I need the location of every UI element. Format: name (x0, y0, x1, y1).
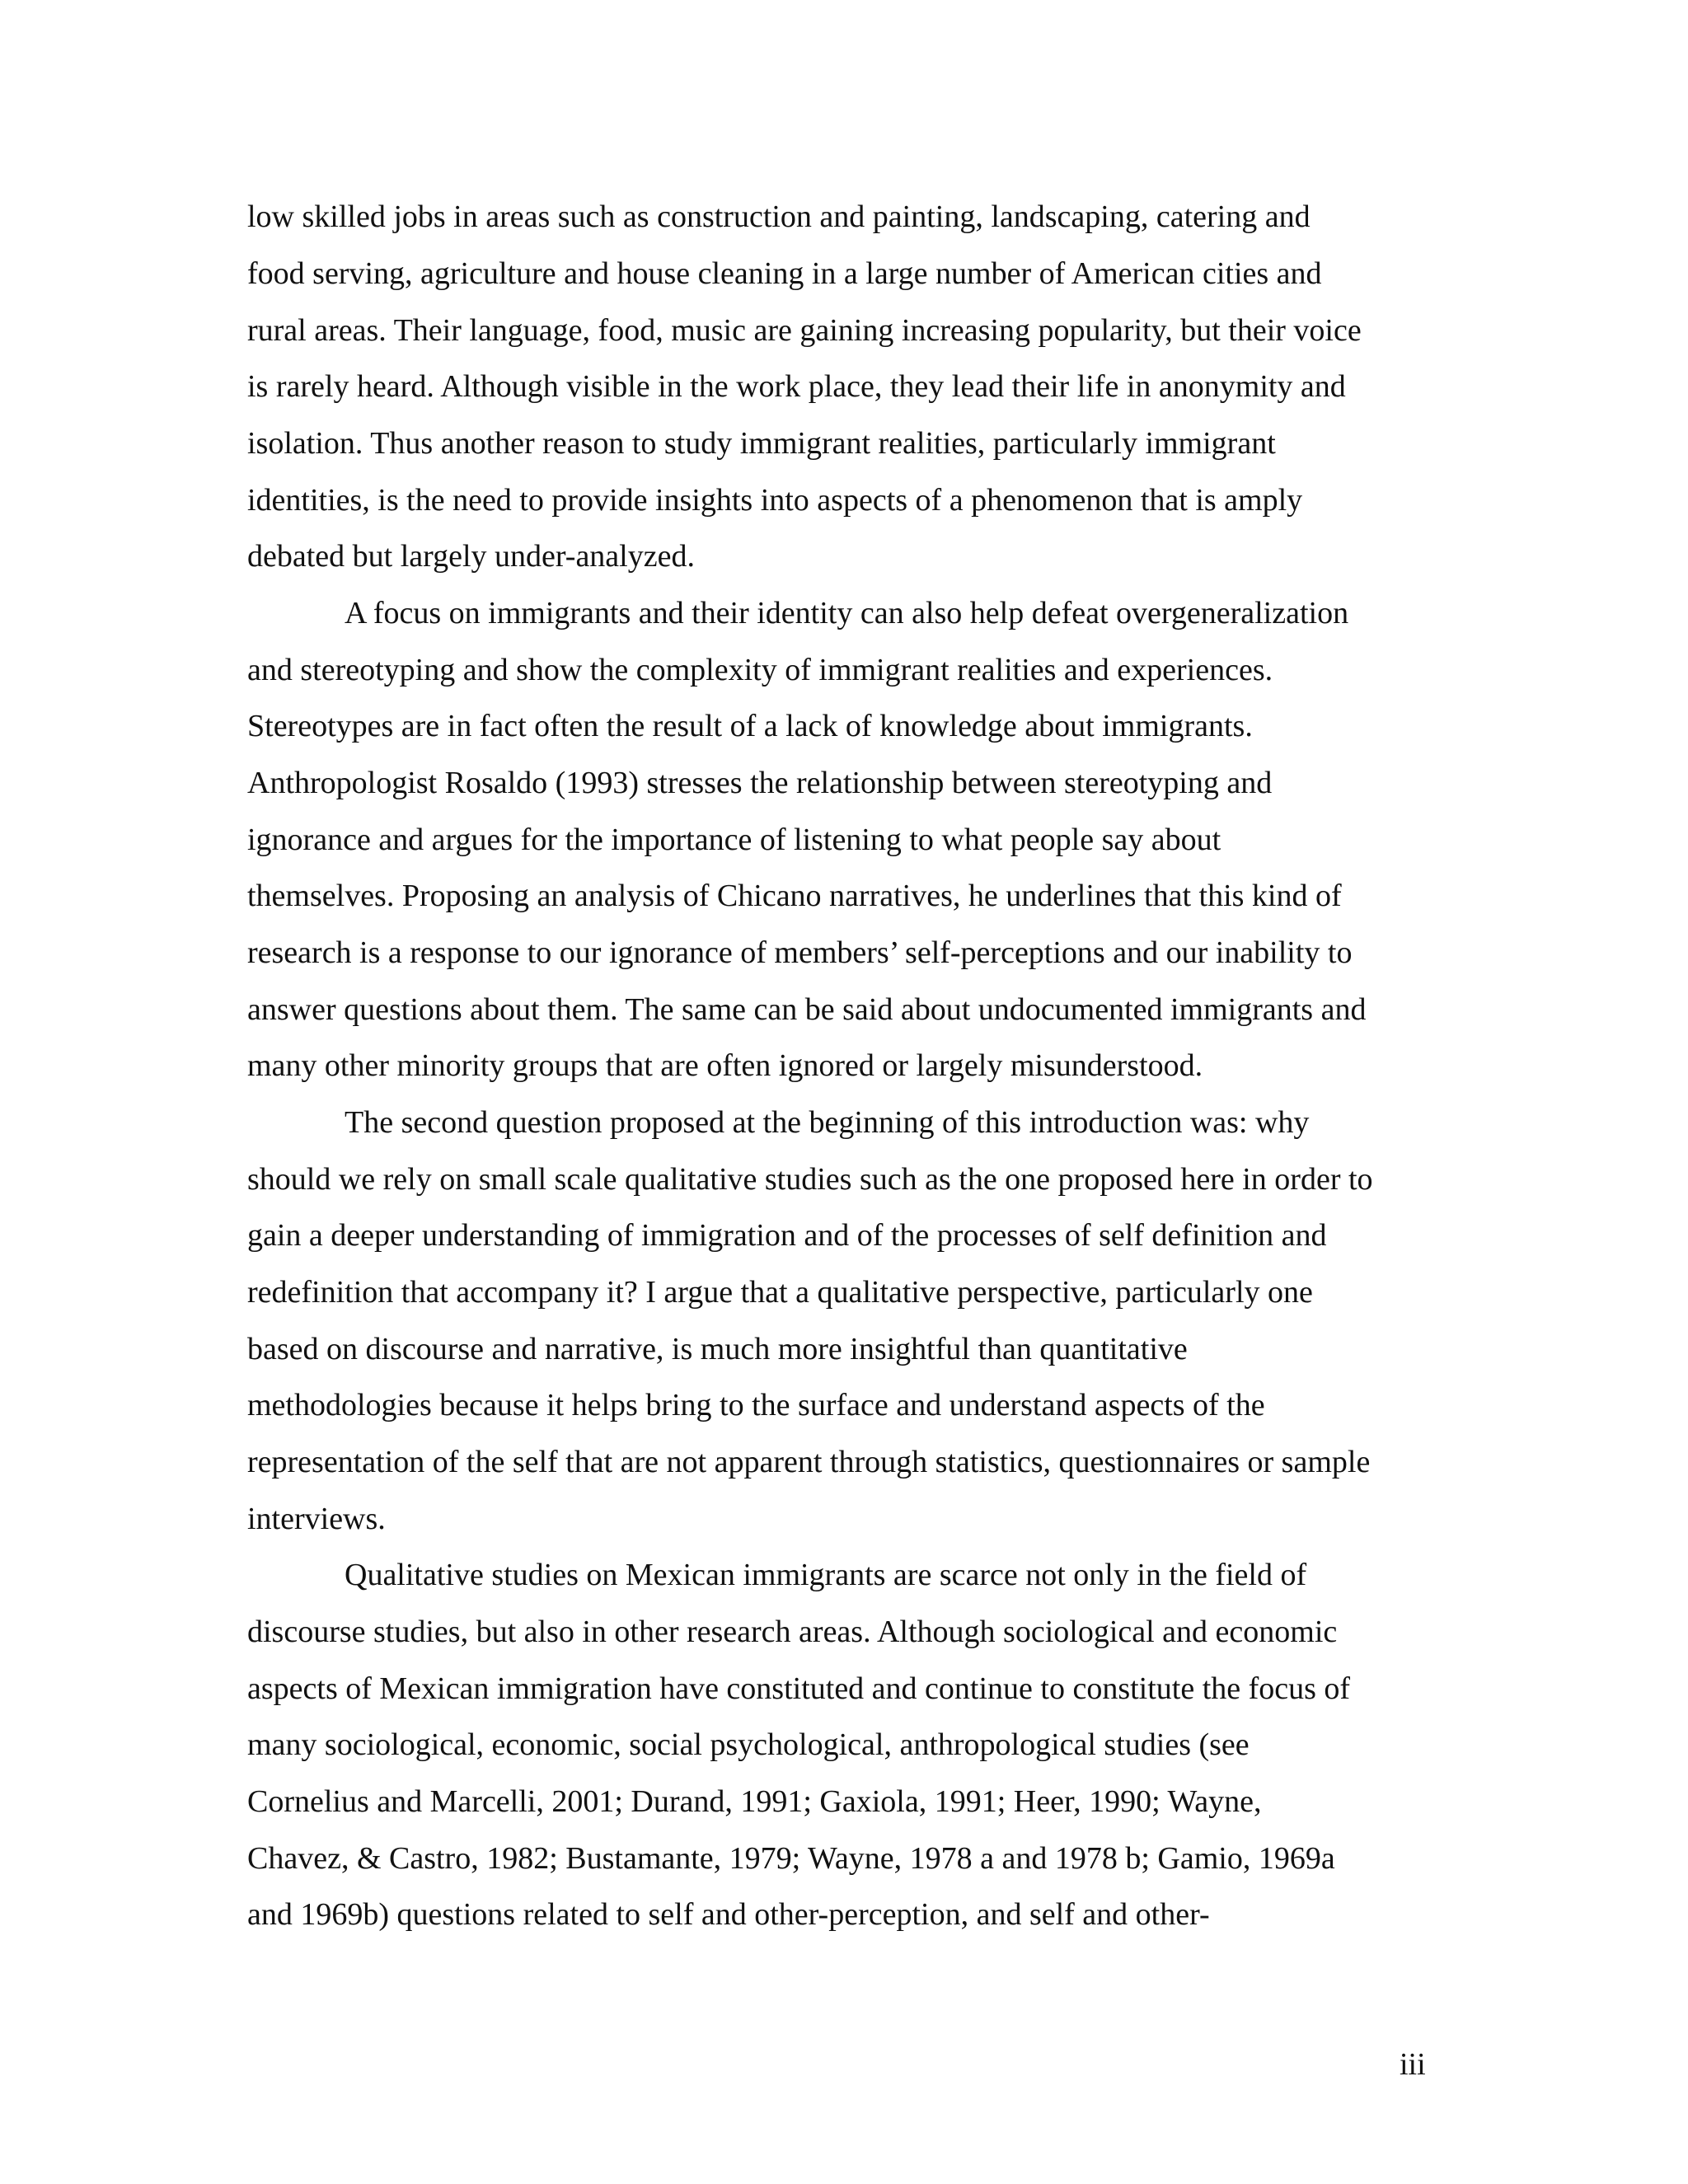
text-line: methodologies because it helps bring to the surface and understand aspects of the (247, 1388, 1265, 1422)
text-line: isolation. Thus another reason to study immigrant realities, particularly immigrant (247, 426, 1276, 461)
text-line: Cornelius and Marcelli, 2001; Durand, 1991; Gaxiola, 1991; Heer, 1990; Wayne, (247, 1784, 1262, 1819)
text-line: Anthropologist Rosaldo (1993) stresses the relationship between stereotyping and (247, 766, 1273, 800)
text-line: low skilled jobs in areas such as construction and painting, landscaping, catering and (247, 199, 1311, 234)
text-line: based on discourse and narrative, is much more insightful than quantitative (247, 1332, 1188, 1366)
text-line: debated but largely under-analyzed. (247, 539, 695, 574)
text-line: Chavez, & Castro, 1982; Bustamante, 1979; Wayne, 1978 a and 1978 b; Gamio, 1969a (247, 1841, 1335, 1876)
text-line: ignorance and argues for the importance of listening to what people say about (247, 823, 1221, 857)
text-line: research is a response to our ignorance of members’ self-perceptions and our inability to (247, 935, 1353, 970)
text-line: answer questions about them. The same can be said about undocumented immigrants and (247, 992, 1367, 1027)
text-line: should we rely on small scale qualitative studies such as the one proposed here in order to (247, 1162, 1373, 1197)
text-line: many other minority groups that are often ignored or largely misunderstood. (247, 1048, 1203, 1083)
paragraph-first-line: The second question proposed at the beginning of this introduction was: why (345, 1105, 1310, 1140)
text-line: aspects of Mexican immigration have constituted and continue to constitute the focus of (247, 1671, 1351, 1706)
text-line: is rarely heard. Although visible in the work place, they lead their life in anonymity and (247, 369, 1346, 404)
text-line: Stereotypes are in fact often the result of a lack of knowledge about immigrants. (247, 709, 1253, 743)
text-line: discourse studies, but also in other research areas. Although sociological and economic (247, 1615, 1338, 1649)
text-line: rural areas. Their language, food, music are gaining increasing popularity, but their voice (247, 313, 1362, 348)
text-line: themselves. Proposing an analysis of Chicano narratives, he underlines that this kind of (247, 879, 1342, 913)
text-line: representation of the self that are not apparent through statistics, questionnaires or sample (247, 1445, 1371, 1479)
text-line: gain a deeper understanding of immigration and of the processes of self definition and (247, 1218, 1327, 1253)
text-line: redefinition that accompany it? I argue that a qualitative perspective, particularly one (247, 1275, 1313, 1310)
text-line: identities, is the need to provide insights into aspects of a phenomenon that is amply (247, 483, 1303, 518)
text-line: many sociological, economic, social psychological, anthropological studies (see (247, 1727, 1250, 1762)
text-line: food serving, agriculture and house cleaning in a large number of American cities and (247, 256, 1322, 291)
text-line: and stereotyping and show the complexity of immigrant realities and experiences. (247, 653, 1273, 687)
page-number: iii (1400, 2047, 1426, 2082)
text-line: interviews. (247, 1502, 386, 1536)
paragraph-first-line: Qualitative studies on Mexican immigrants are scarce not only in the field of (345, 1558, 1307, 1592)
paragraph-first-line: A focus on immigrants and their identity can also help defeat overgeneralization (345, 596, 1349, 630)
text-line: and 1969b) questions related to self and other-perception, and self and other- (247, 1897, 1210, 1932)
